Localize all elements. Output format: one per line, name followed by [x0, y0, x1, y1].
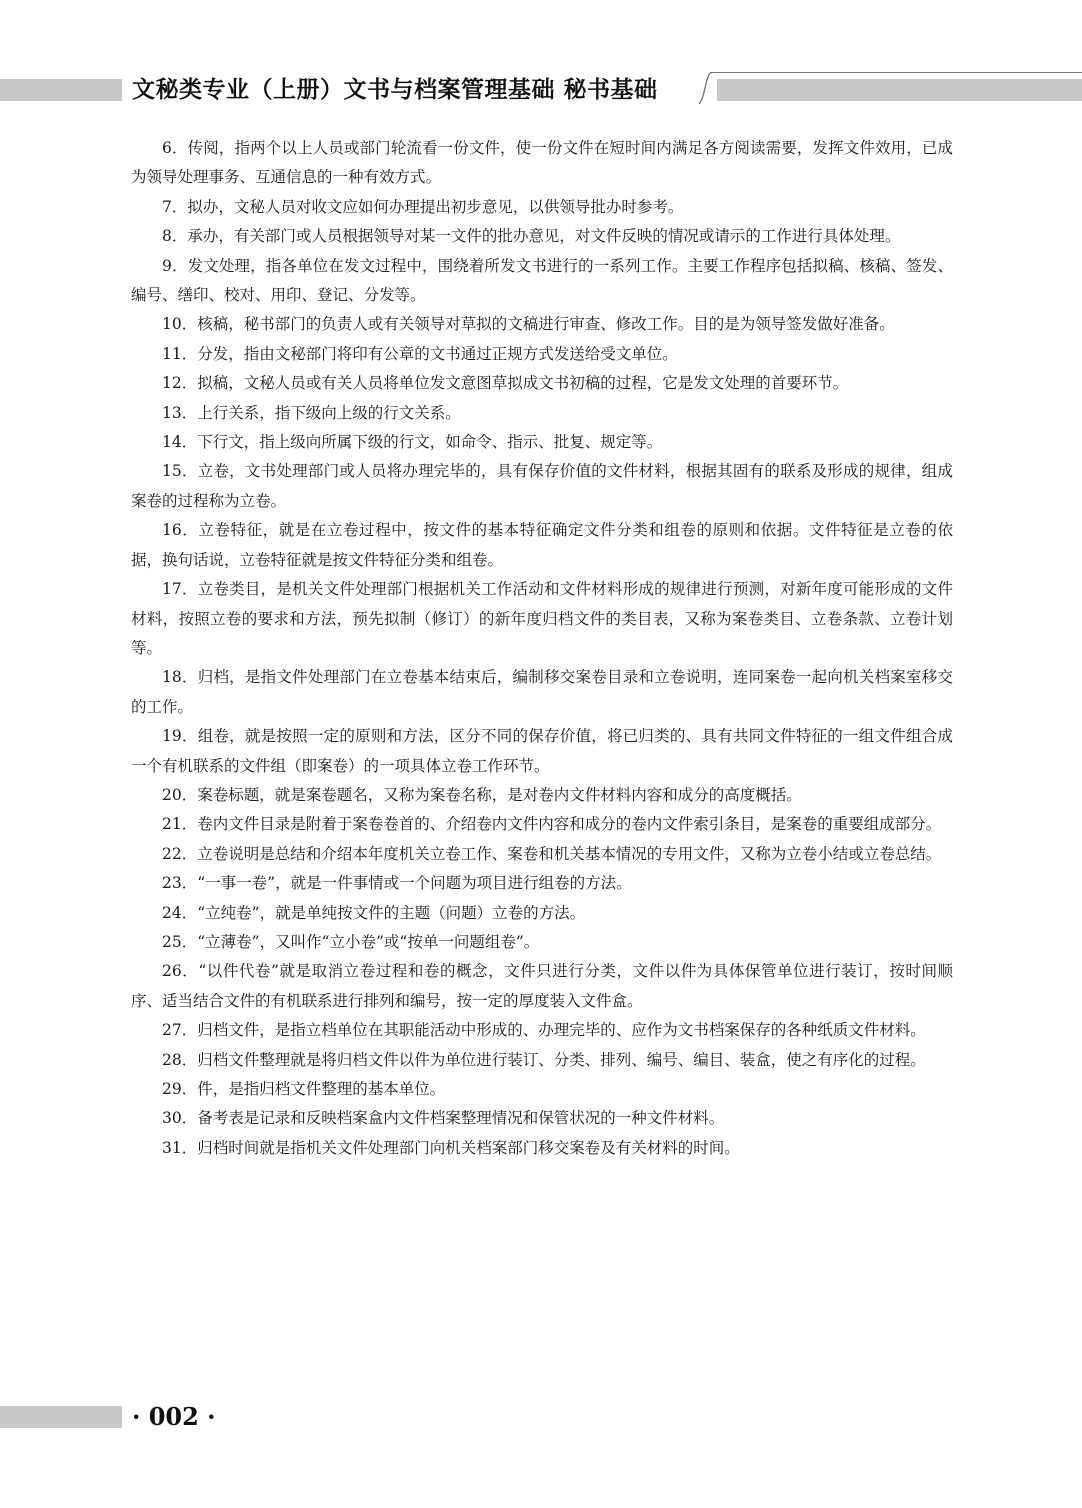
glossary-entry-30: 30．备考表是记录和反映档案盒内文件档案整理情况和保管状况的一种文件材料。: [162, 1109, 725, 1128]
page-number: · 002 ·: [132, 1402, 216, 1431]
glossary-entry-22: 22．立卷说明是总结和介绍本年度机关立卷工作、案卷和机关基本情况的专用文件，又称为立卷小结或立卷总结。: [162, 844, 942, 863]
glossary-entry-28: 28．归档文件整理就是将归档文件以件为单位进行装订、分类、排列、编号、编目、装盒，使之有序化的过程。: [162, 1050, 926, 1069]
glossary-entry-25: 25．“立薄卷”，又叫作“立小卷”或“按单一问题组卷”。: [162, 932, 540, 951]
header-title: 文秘类专业（上册）文书与档案管理基础 秘书基础: [132, 77, 658, 103]
footer-bar: [0, 1406, 122, 1428]
glossary-entry-9: 9．发文处理，指各单位在发文过程中，围绕着所发文书进行的一系列工作。主要工作程序包括拟稿、核稿、签发、编号、缮印、校对、用印、登记、分发等。: [131, 256, 953, 305]
glossary-entry-12: 12．拟稿，文秘人员或有关人员将单位发文意图草拟成文书初稿的过程，它是发文处理的首要环节。: [162, 374, 849, 393]
glossary-entry-26: 26．“以件代卷”就是取消立卷过程和卷的概念，文件只进行分类，文件以件为具体保管单位进行装订，按时间顺序、适当结合文件的有机联系进行排列和编号，按一定的厚度装入文件盒。: [131, 962, 953, 1010]
glossary-entry-23: 23．“一事一卷”，就是一件事情或一个问题为项目进行组卷的方法。: [162, 874, 632, 893]
glossary-entry-6: 6．传阅，指两个以上人员或部门轮流看一份文件，使一份文件在短时间内满足各方阅读需要，发挥文件效用，已成为领导处理事务、互通信息的一种有效方式。: [131, 139, 953, 187]
glossary-entry-17: 17．立卷类目，是机关文件处理部门根据机关工作活动和文件材料形成的规律进行预测，对新年度可能形成的文件材料，按照立卷的要求和方法，预先拟制（修订）的新年度归档文件的类目表，又称为案卷类目、立卷条款、立卷计划等。: [131, 580, 953, 657]
glossary-entry-10: 10．核稿，秘书部门的负责人或有关领导对草拟的文稿进行审查、修改工作。目的是为领导签发做好准备。: [162, 315, 895, 334]
header-rule: [711, 72, 1082, 73]
glossary-entry-18: 18．归档，是指文件处理部门在立卷基本结束后，编制移交案卷目录和立卷说明，连同案卷一起向机关档案室移交的工作。: [131, 668, 953, 716]
glossary-entry-11: 11．分发，指由文秘部门将印有公章的文书通过正规方式发送给受文单位。: [162, 344, 678, 363]
glossary-entry-29: 29．件，是指归档文件整理的基本单位。: [162, 1080, 446, 1098]
glossary-entry-14: 14．下行文，指上级向所属下级的行文，如命令、指示、批复、规定等。: [162, 433, 663, 452]
glossary-entry-24: 24．“立纯卷”，就是单纯按文件的主题（问题）立卷的方法。: [162, 903, 586, 922]
glossary-entry-15: 15．立卷，文书处理部门或人员将办理完毕的，具有保存价值的文件材料，根据其固有的联系及形成的规律，组成案卷的过程称为立卷。: [131, 462, 953, 510]
glossary-entry-19: 19．组卷，就是按照一定的原则和方法，区分不同的保存价值，将已归类的、具有共同文件特征的一组文件组合成一个有机联系的文件组（即案卷）的一项具体立卷工作环节。: [131, 727, 953, 775]
glossary-entry-7: 7．拟办，文秘人员对收文应如何办理提出初步意见，以供领导批办时参考。: [162, 197, 684, 216]
body-text: [131, 134, 953, 1163]
header-bar-right: [717, 79, 1082, 101]
header-bar-left: [0, 79, 122, 101]
glossary-entry-8: 8．承办，有关部门或人员根据领导对某一文件的批办意见，对文件反映的情况或请示的工作进行具体处理。: [162, 227, 901, 246]
glossary-entry-20: 20．案卷标题，就是案卷题名，又称为案卷名称，是对卷内文件材料内容和成分的高度概括。: [162, 785, 802, 804]
glossary-entry-27: 27．归档文件，是指立档单位在其职能活动中形成的、办理完毕的、应作为文书档案保存的各种纸质文件材料。: [162, 1021, 926, 1040]
page-footer: [0, 1398, 1082, 1438]
glossary-entry-21: 21．卷内文件目录是附着于案卷卷首的、介绍卷内文件内容和成分的卷内文件索引条目，是案卷的重要组成部分。: [162, 815, 942, 834]
glossary-entry-16: 16．立卷特征，就是在立卷过程中，按文件的基本特征确定文件分类和组卷的原则和依据。文件特征是立卷的依据，换句话说，立卷特征就是按文件特征分类和组卷。: [131, 521, 953, 569]
page-header: [0, 0, 1082, 130]
glossary-entry-13: 13．上行关系，指下级向上级的行文关系。: [162, 403, 461, 422]
glossary-entry-31: 31．归档时间就是指机关文件处理部门向机关档案部门移交案卷及有关材料的时间。: [162, 1138, 740, 1157]
